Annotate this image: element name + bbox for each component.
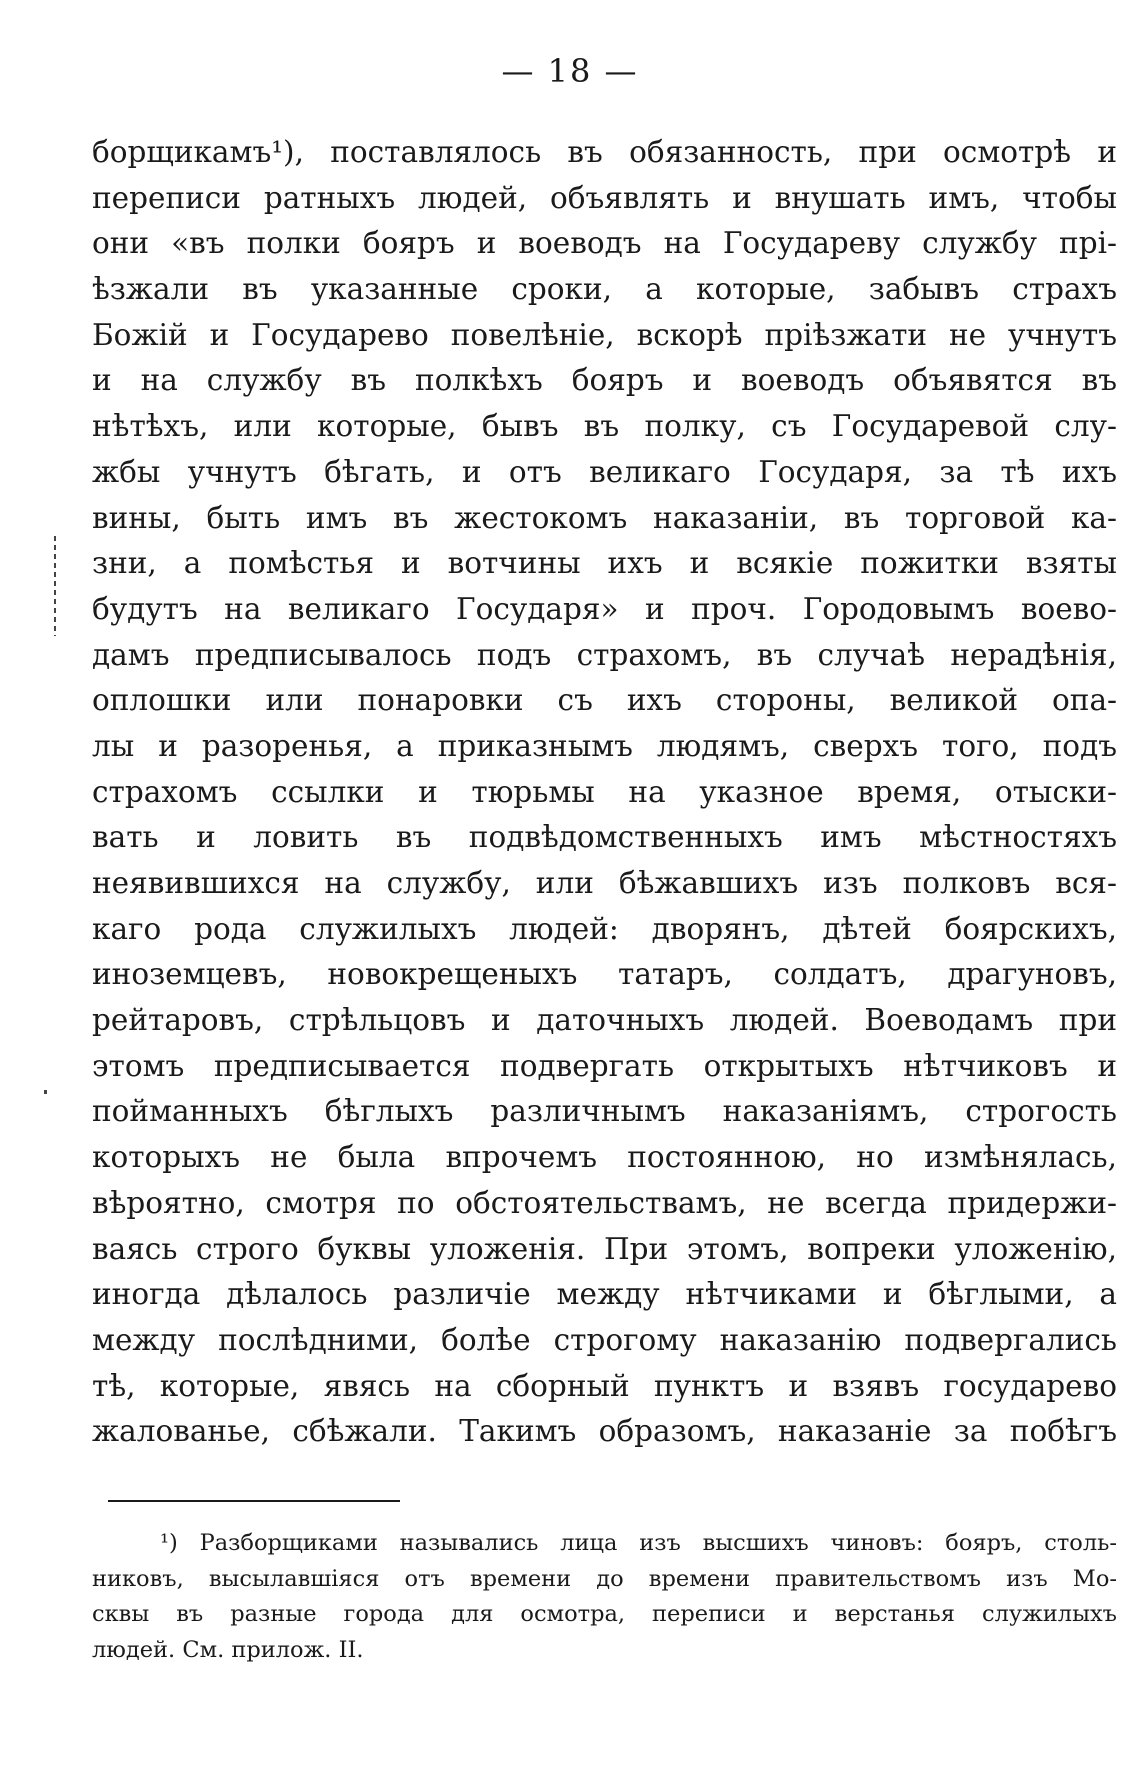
margin-mark bbox=[54, 536, 56, 636]
text-line: зни, а помѣстья и вотчины ихъ и всякіе пожитки взяты bbox=[92, 546, 1117, 581]
text-line: ваясь строго буквы уложенія. При этомъ, вопреки уложенію, bbox=[92, 1231, 1117, 1266]
text-line: нѣтѣхъ, или которые, бывъ въ полку, съ Государевой слу- bbox=[92, 409, 1117, 444]
text-line: пойманныхъ бѣглыхъ различнымъ наказаніямъ, строгость bbox=[92, 1094, 1117, 1129]
text-line: между послѣдними, болѣе строгому наказанію подвергались bbox=[92, 1322, 1117, 1357]
text-line: борщикамъ¹), поставлялось въ обязанность, при осмотрѣ и bbox=[92, 135, 1117, 169]
footnote-line: сквы въ разные города для осмотра, переписи и верстанья служилыхъ bbox=[92, 1601, 1117, 1627]
text-line: неявившихся на службу, или бѣжавшихъ изъ полковъ вся- bbox=[92, 866, 1117, 900]
text-line: тѣ, которые, явясь на сборный пунктъ и взявъ государево bbox=[92, 1368, 1117, 1403]
text-line: Божій и Государево повелѣніе, вскорѣ пріѣзжати не учнутъ bbox=[92, 317, 1117, 352]
text-line: каго рода служилыхъ людей: дворянъ, дѣтей боярскихъ, bbox=[92, 911, 1117, 946]
text-line: вать и ловить въ подвѣдомственныхъ имъ мѣстностяхъ bbox=[92, 820, 1117, 855]
text-line: рейтаровъ, стрѣльцовъ и даточныхъ людей. Воеводамъ при bbox=[92, 1003, 1117, 1038]
footnote-line: людей. См. прилож. II. bbox=[92, 1636, 364, 1663]
text-line: дамъ предписывалось подъ страхомъ, въ случаѣ нерадѣнія, bbox=[92, 637, 1117, 672]
footnote-line: никовъ, высылавшіяся отъ времени до времени правительствомъ изъ Мо- bbox=[92, 1565, 1117, 1592]
text-line: будутъ на великаго Государя» и проч. Городовымъ воево- bbox=[92, 591, 1117, 626]
text-line: вѣроятно, смотря по обстоятельствамъ, не всегда придержи- bbox=[92, 1185, 1117, 1220]
text-line: лы и разоренья, а приказнымъ людямъ, сверхъ того, подъ bbox=[92, 728, 1117, 763]
text-line: оплошки или понаровки съ ихъ стороны, великой опа- bbox=[92, 683, 1117, 718]
footnote-line: ¹) Разборщиками назывались лица изъ высшихъ чиновъ: бояръ, столь- bbox=[160, 1530, 1117, 1556]
text-line: иноземцевъ, новокрещеныхъ татаръ, солдатъ, драгуновъ, bbox=[92, 957, 1117, 992]
margin-dot bbox=[44, 1090, 47, 1094]
text-line: ѣзжали въ указанные сроки, а которые, забывъ страхъ bbox=[92, 272, 1117, 307]
text-line: они «въ полки бояръ и воеводъ на Государеву службу прі- bbox=[92, 226, 1117, 261]
text-line: иногда дѣлалось различіе между нѣтчиками и бѣглыми, а bbox=[92, 1277, 1117, 1312]
text-line: вины, быть имъ въ жестокомъ наказаніи, въ торговой ка- bbox=[92, 500, 1117, 535]
text-line: жалованье, сбѣжали. Такимъ образомъ, наказаніе за побѣгъ bbox=[92, 1414, 1117, 1449]
text-line: которыхъ не была впрочемъ постоянною, но измѣнялась, bbox=[92, 1140, 1117, 1175]
text-line: страхомъ ссылки и тюрьмы на указное время, отыски- bbox=[92, 774, 1117, 809]
text-line: переписи ратныхъ людей, объявлять и внушать имъ, чтобы bbox=[92, 180, 1117, 215]
text-line: этомъ предписывается подвергать открытыхъ нѣтчиковъ и bbox=[92, 1048, 1117, 1083]
page-number: — 18 — bbox=[501, 52, 639, 90]
text-line: и на службу въ полкѣхъ бояръ и воеводъ объявятся въ bbox=[92, 363, 1117, 398]
footnote-divider bbox=[108, 1500, 400, 1502]
footnote bbox=[92, 1526, 1117, 1668]
main-text bbox=[92, 130, 1117, 1455]
text-line: жбы учнутъ бѣгать, и отъ великаго Государя, за тѣ ихъ bbox=[92, 454, 1117, 489]
